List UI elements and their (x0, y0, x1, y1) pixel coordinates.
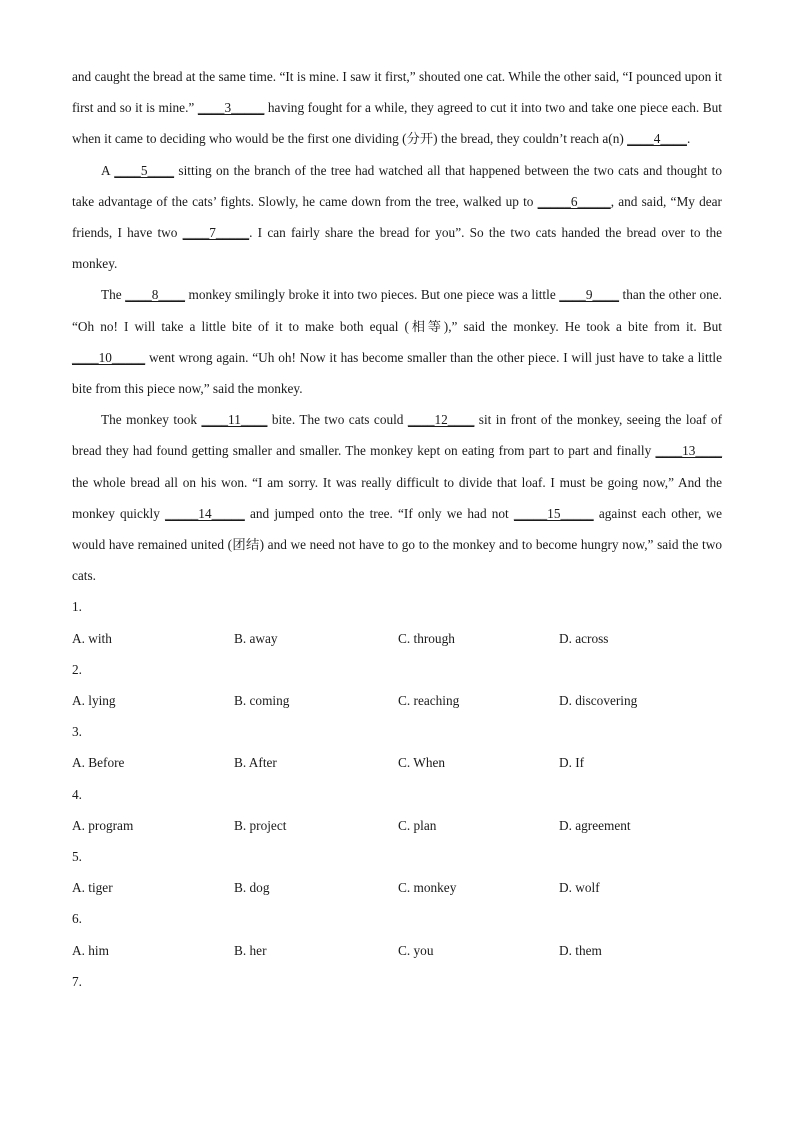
options-row (72, 623, 722, 654)
paragraph-text: the whole bread all on his won. “I am sorry. It was really difficult to divide that loaf. I must be going now,” And the monkey quickly (72, 474, 722, 521)
paragraph-text: went wrong again. “Uh oh! Now it has become smaller than the other piece. I will just have to take a little bite from this piece now,” said the monkey. (72, 349, 722, 397)
paragraph-text: bite. The two cats could (267, 412, 408, 428)
option-b: B. her (234, 942, 267, 958)
paragraph-text: , and said, “My dear friends, I have two (72, 193, 722, 241)
option-d: D. them (559, 942, 602, 958)
option-a: A. with (72, 630, 112, 646)
question-number: 7. (72, 973, 82, 989)
blank-11: ____11____ (201, 412, 268, 428)
document-page (72, 61, 722, 997)
paragraph-text: monkey smilingly broke it into two pieces. But one piece was a little (185, 287, 560, 303)
paragraph-text: The (101, 287, 126, 303)
option-d: D. wolf (559, 880, 600, 896)
paragraph-text: The monkey took (101, 412, 202, 428)
paragraph-text: . (686, 131, 691, 147)
passage-paragraph-1 (72, 61, 722, 155)
option-c: C. you (398, 942, 434, 958)
option-a: A. him (72, 942, 109, 958)
paragraph-text: against each other, we would have remained united (团结) and we need not have to go to the monkey and to become hungry now,” said the two cats. (72, 505, 722, 584)
question (72, 779, 722, 841)
option-c: C. monkey (398, 880, 457, 896)
blank-4: ____4____ (627, 131, 687, 147)
options-row (72, 935, 722, 966)
paragraph-text: . I can fairly share the bread for you”. So the two cats handed the bread over to the monkey. (72, 225, 722, 272)
blank-12: ____12____ (407, 412, 475, 428)
paragraph-text: A (101, 162, 115, 178)
question (72, 966, 722, 997)
question-number: 3. (72, 724, 82, 740)
options-row (72, 872, 722, 903)
option-b: B. coming (234, 693, 290, 709)
question-number: 1. (72, 599, 82, 615)
passage-paragraph-2 (72, 155, 722, 280)
option-d: D. If (559, 755, 585, 771)
question-number: 5. (72, 848, 82, 864)
question-list (72, 591, 722, 996)
option-c: C. plan (398, 817, 437, 833)
option-b: B. After (234, 755, 277, 771)
paragraph-text: than the other one. “Oh no! I will take a little bite of it to make both equal (相等),” said the monkey. He took a bite from it. But (72, 287, 723, 334)
option-a: A. tiger (72, 880, 113, 896)
blank-5: ____5____ (114, 162, 175, 178)
question (72, 841, 722, 903)
option-b: B. away (234, 630, 278, 646)
blank-13: ____13____ (655, 443, 722, 459)
question (72, 903, 722, 965)
blank-9: ____9____ (559, 287, 620, 303)
option-b: B. dog (234, 880, 270, 896)
blank-3: ____3_____ (197, 100, 265, 116)
question (72, 716, 722, 778)
question (72, 591, 722, 653)
option-d: D. discovering (559, 693, 638, 709)
question-number: 2. (72, 661, 82, 677)
question-number: 6. (72, 911, 82, 927)
options-row (72, 810, 722, 841)
blank-14: _____14_____ (165, 505, 245, 521)
option-d: D. across (559, 630, 609, 646)
option-a: A. Before (72, 755, 125, 771)
passage-paragraph-4 (72, 404, 722, 591)
blank-10: ____10_____ (72, 349, 146, 365)
blank-6: _____6_____ (537, 193, 611, 209)
blank-8: ____8____ (125, 287, 186, 303)
blank-7: ____7_____ (182, 225, 250, 241)
paragraph-text: sit in front of the monkey, seeing the loaf of bread they had found getting smaller and smaller. The monkey kept on eating from part to part and finally (72, 412, 723, 459)
option-b: B. project (234, 817, 287, 833)
paragraph-text: and caught the bread at the same time. “It is mine. I saw it first,” shouted one cat. While the other said, “I pounced upon it first and so it is mine.” (72, 69, 722, 116)
passage-paragraph-3 (72, 279, 722, 404)
option-c: C. through (398, 630, 455, 646)
paragraph-text: having fought for a while, they agreed to cut it into two and take one piece each. But when it came to deciding who would be the first one dividing (分开) the bread, they couldn’t reach a(n) (72, 100, 722, 147)
paragraph-text: sitting on the branch of the tree had watched all that happened between the two cats and thought to take advantage of the cats’ fights. Slowly, he came down from the tree, walked up to (72, 162, 722, 209)
option-c: C. When (398, 755, 446, 771)
option-c: C. reaching (398, 693, 460, 709)
blank-15: _____15_____ (513, 505, 594, 521)
option-d: D. agreement (559, 817, 631, 833)
question (72, 654, 722, 716)
options-row (72, 685, 722, 716)
question-number: 4. (72, 786, 82, 802)
option-a: A. lying (72, 693, 116, 709)
options-row (72, 747, 722, 778)
option-a: A. program (72, 817, 134, 833)
paragraph-text: and jumped onto the tree. “If only we had not (244, 505, 514, 521)
